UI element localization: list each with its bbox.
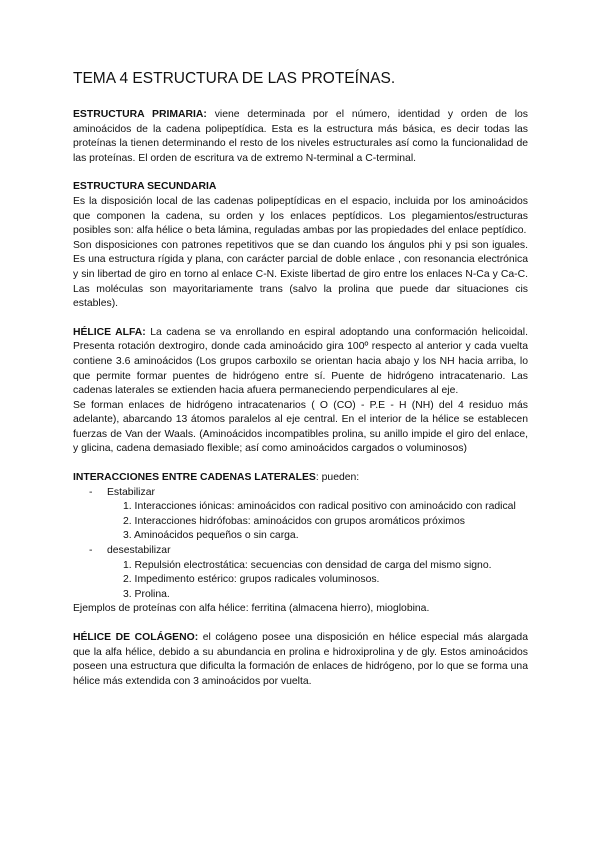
secundaria-paragraph-2: Son disposiciones con patrones repetitivos que se dan cuando los ángulos phi y psi son iguales. Es una estructura rígida y plana, con carácter parcial de doble enlace , con resonancia electrónica y sin libertad de giro en torno al enlace C-N. Existe libertad de giro entre los enlaces N-Ca y Ca-C. Las moléculas son mayoritariamente trans (salvo la prolina que puede dar situaciones cis estables).	[73, 239, 528, 310]
primaria-paragraph	[73, 108, 528, 166]
primaria-text: viene determinada por el número, identidad y orden de los aminoácidos de la cadena polipeptídica. Esta es la estructura más básica, es decir todas las proteínas la tienen determinando el resto de los niveles estructurales así como la funcionalidad de las proteínas. El orden de escritura va de extremo N-terminal a C-terminal.	[73, 109, 529, 164]
dash-bullet: -	[89, 545, 93, 557]
list-item: 1. Interacciones iónicas: aminoácidos con radical positivo con aminoácido con radical	[123, 501, 516, 513]
section-estructura-secundaria	[73, 180, 528, 311]
ejemplos-line: Ejemplos de proteínas con alfa hélice: ferritina (almacena hierro), mioglobina.	[73, 603, 430, 615]
estabilizar-sublist	[107, 500, 528, 544]
helice-alfa-text-1: La cadena se va enrollando en espiral adoptando una conformación helicoidal. Presenta rotación dextrogiro, donde cada aminoácido gira 100º respecto al anterior y cada vuelta contiene 3.6 aminoácidos (Los grupos carboxilo se orientan hacia abajo y los NH hacia arriba, lo que permite formar puentes de hidrógeno entre sí. Puente de hidrógeno intracatenario. Las cadenas laterales se extienden hacia afuera permaneciendo perpendiculares al eje.	[73, 326, 528, 397]
section-interacciones	[73, 471, 528, 617]
interacciones-list	[73, 486, 528, 603]
colageno-heading: HÉLICE DE COLÁGENO:	[73, 632, 199, 643]
list-item-desestabilizar	[89, 544, 528, 602]
section-helice-alfa	[73, 326, 528, 457]
interacciones-heading: INTERACCIONES ENTRE CADENAS LATERALES	[73, 472, 316, 484]
list-item-estabilizar	[89, 486, 528, 544]
desestabilizar-sublist	[107, 559, 528, 603]
list-item: 2. Interacciones hidrófobas: aminoácidos con grupos aromáticos próximos	[123, 515, 465, 527]
helice-alfa-paragraph-1	[73, 326, 528, 399]
secundaria-heading: ESTRUCTURA SECUNDARIA	[73, 181, 217, 193]
secundaria-paragraph-1: Es la disposición local de las cadenas polipeptídicas en el espacio, incluida por los aminoácidos que componen la cadena, su orden y los enlaces peptídicos. Los plegamientos/estructuras posibles son: alfa hélice o beta lámina, reguladas ambas por las propiedades del enlace peptídico.	[73, 195, 528, 237]
interacciones-heading-line	[73, 471, 528, 486]
dash-bullet: -	[89, 486, 93, 498]
interacciones-heading-suffix: : pueden:	[315, 472, 360, 484]
section-estructura-primaria	[73, 108, 528, 166]
page-title: TEMA 4 ESTRUCTURA DE LAS PROTEÍNAS.	[73, 70, 396, 87]
list-item: 3. Prolina.	[123, 588, 170, 600]
helice-alfa-heading: HÉLICE ALFA:	[73, 326, 146, 338]
list-item: 1. Repulsión electrostática: secuencias con densidad de carga del mismo signo.	[123, 559, 492, 571]
group-label: Estabilizar	[107, 486, 155, 498]
section-helice-colageno	[73, 631, 528, 689]
helice-alfa-paragraph-2: Se forman enlaces de hidrógeno intracatenarios ( O (CO) - P.E - H (NH) del 4 residuo más adelante), abarcando 13 átomos paralelos al eje central. En el interior de la hélice se establecen fuerzas de Van der Waals. (Aminoácidos incompatibles prolina, su anillo impide el giro del enlace, y glicina, cadena demasiado flexible; así como aminoácidos cargados o voluminosos)	[73, 399, 528, 455]
colageno-text: el colágeno posee una disposición en hélice especial más alargada que la alfa hélice, debido a su abundancia en prolina e hidroxiprolina y de gly. Estos aminoácidos poseen una estructura que dificulta la formación de enlaces de hidrógeno, por lo que se forma una hélice más extendida con 3 aminoácidos por vuelta.	[73, 632, 528, 687]
primaria-heading: ESTRUCTURA PRIMARIA:	[73, 109, 207, 120]
list-item: 3. Aminoácidos pequeños o sin carga.	[123, 530, 299, 542]
group-label: desestabilizar	[107, 545, 171, 557]
colageno-paragraph	[73, 631, 528, 689]
list-item: 2. Impedimento estérico: grupos radicales voluminosos.	[123, 574, 380, 586]
